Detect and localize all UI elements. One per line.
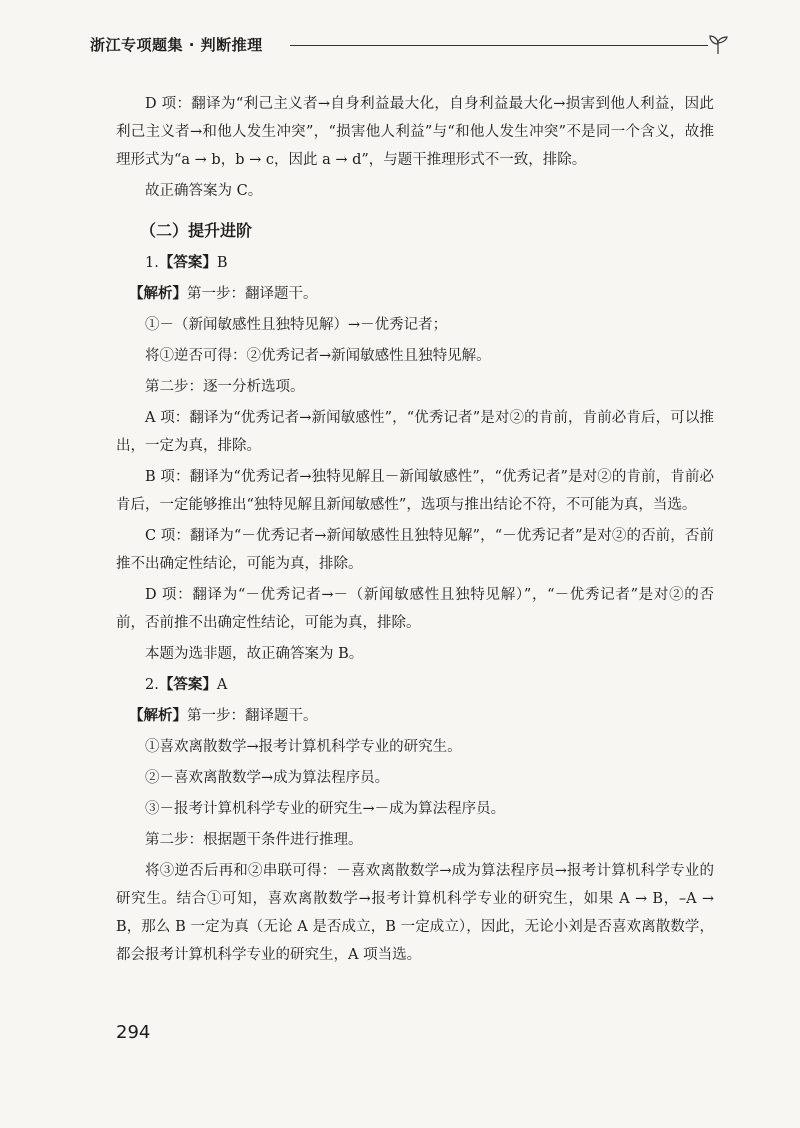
q2-analysis-line xyxy=(116,702,714,730)
q2-answer-line xyxy=(116,671,714,699)
section-title: （二）提升进阶 xyxy=(140,221,253,240)
header-title: 浙江专项题集 · 判断推理 xyxy=(90,36,263,54)
q1-analysis-line xyxy=(116,280,714,308)
q1-option-c: C 项：翻译为“－优秀记者→新闻敏感性且独特见解”，“－优秀记者”是对②的否前，否前推不出确定性结论，可能为真，排除。 xyxy=(116,528,714,572)
q2-step1: 第一步：翻译题干。 xyxy=(187,708,318,724)
d-option-paragraph: D 项：翻译为“利己主义者→自身利益最大化，自身利益最大化→损害到他人利益，因此利己主义者→和他人发生冲突”，“损害他人利益”与“和他人发生冲突”不是同一个含义，故推理形式为“a → b，b → c，因此 a → d”，与题干推理形式不一致，排除。 xyxy=(116,96,714,168)
q1-option-a: A 项：翻译为“优秀记者→新闻敏感性”，“优秀记者”是对②的肯前，肯前必肯后，可以推出，一定为真，排除。 xyxy=(116,410,714,454)
q1-step1: 第一步：翻译题干。 xyxy=(187,286,318,302)
q1-answer-line xyxy=(116,249,714,277)
q2-analysis-tag: 【解析】 xyxy=(129,708,188,724)
q2-reasoning: 将③逆否后再和②串联可得：－喜欢离散数学→成为算法程序员→报考计算机科学专业的研究生。结合①可知，喜欢离散数学→报考计算机科学专业的研究生，如果 A → B，–A → B，那么 B 一定为真（无论 A 是否成立，B 一定成立），因此，无论小刘是否喜欢离散数学，都会报考计算机科学专业的研究生，A 项当选。 xyxy=(116,863,714,963)
page-number: 294 xyxy=(116,1022,151,1043)
q2-premise1: ①喜欢离散数学→报考计算机科学专业的研究生。 xyxy=(145,739,462,755)
header-rule xyxy=(290,45,708,46)
q1-option-d: D 项：翻译为“－优秀记者→－（新闻敏感性且独特见解）”，“－优秀记者”是对②的否前，否前推不出确定性结论，可能为真，排除。 xyxy=(116,587,714,631)
q2-step2: 第二步：根据题干条件进行推理。 xyxy=(145,832,363,848)
q2-premise2: ②－喜欢离散数学→成为算法程序员。 xyxy=(145,770,390,786)
q1-step2: 第二步：逐一分析选项。 xyxy=(145,379,305,395)
page-header xyxy=(90,32,730,58)
q1-option-b: B 项：翻译为“优秀记者→独特见解且－新闻敏感性”，“优秀记者”是对②的肯前，肯前必肯后，一定能够推出“独特见解且新闻敏感性”，选项与推出结论不符，不可能为真，当选。 xyxy=(116,469,714,513)
q1-premise1: ①－（新闻敏感性且独特见解）→－优秀记者； xyxy=(145,317,448,333)
q1-conclusion: 本题为选非题，故正确答案为 B。 xyxy=(145,646,364,662)
q1-answer-value: B xyxy=(216,255,228,271)
q1-contrapositive: 将①逆否可得：②优秀记者→新闻敏感性且独特见解。 xyxy=(145,348,491,364)
q1-analysis-tag: 【解析】 xyxy=(129,286,188,302)
q1-answer-tag: 【答案】 xyxy=(158,255,217,271)
q2-answer-value: A xyxy=(216,677,228,693)
q2-premise3: ③－报考计算机科学专业的研究生→－成为算法程序员。 xyxy=(145,801,506,817)
q1-number: 1. xyxy=(145,255,159,271)
page-content xyxy=(116,90,714,972)
q2-number: 2. xyxy=(145,677,159,693)
q2-answer-tag: 【答案】 xyxy=(158,677,217,693)
sprout-icon xyxy=(706,32,730,56)
answer-c-paragraph: 故正确答案为 C。 xyxy=(145,183,263,199)
